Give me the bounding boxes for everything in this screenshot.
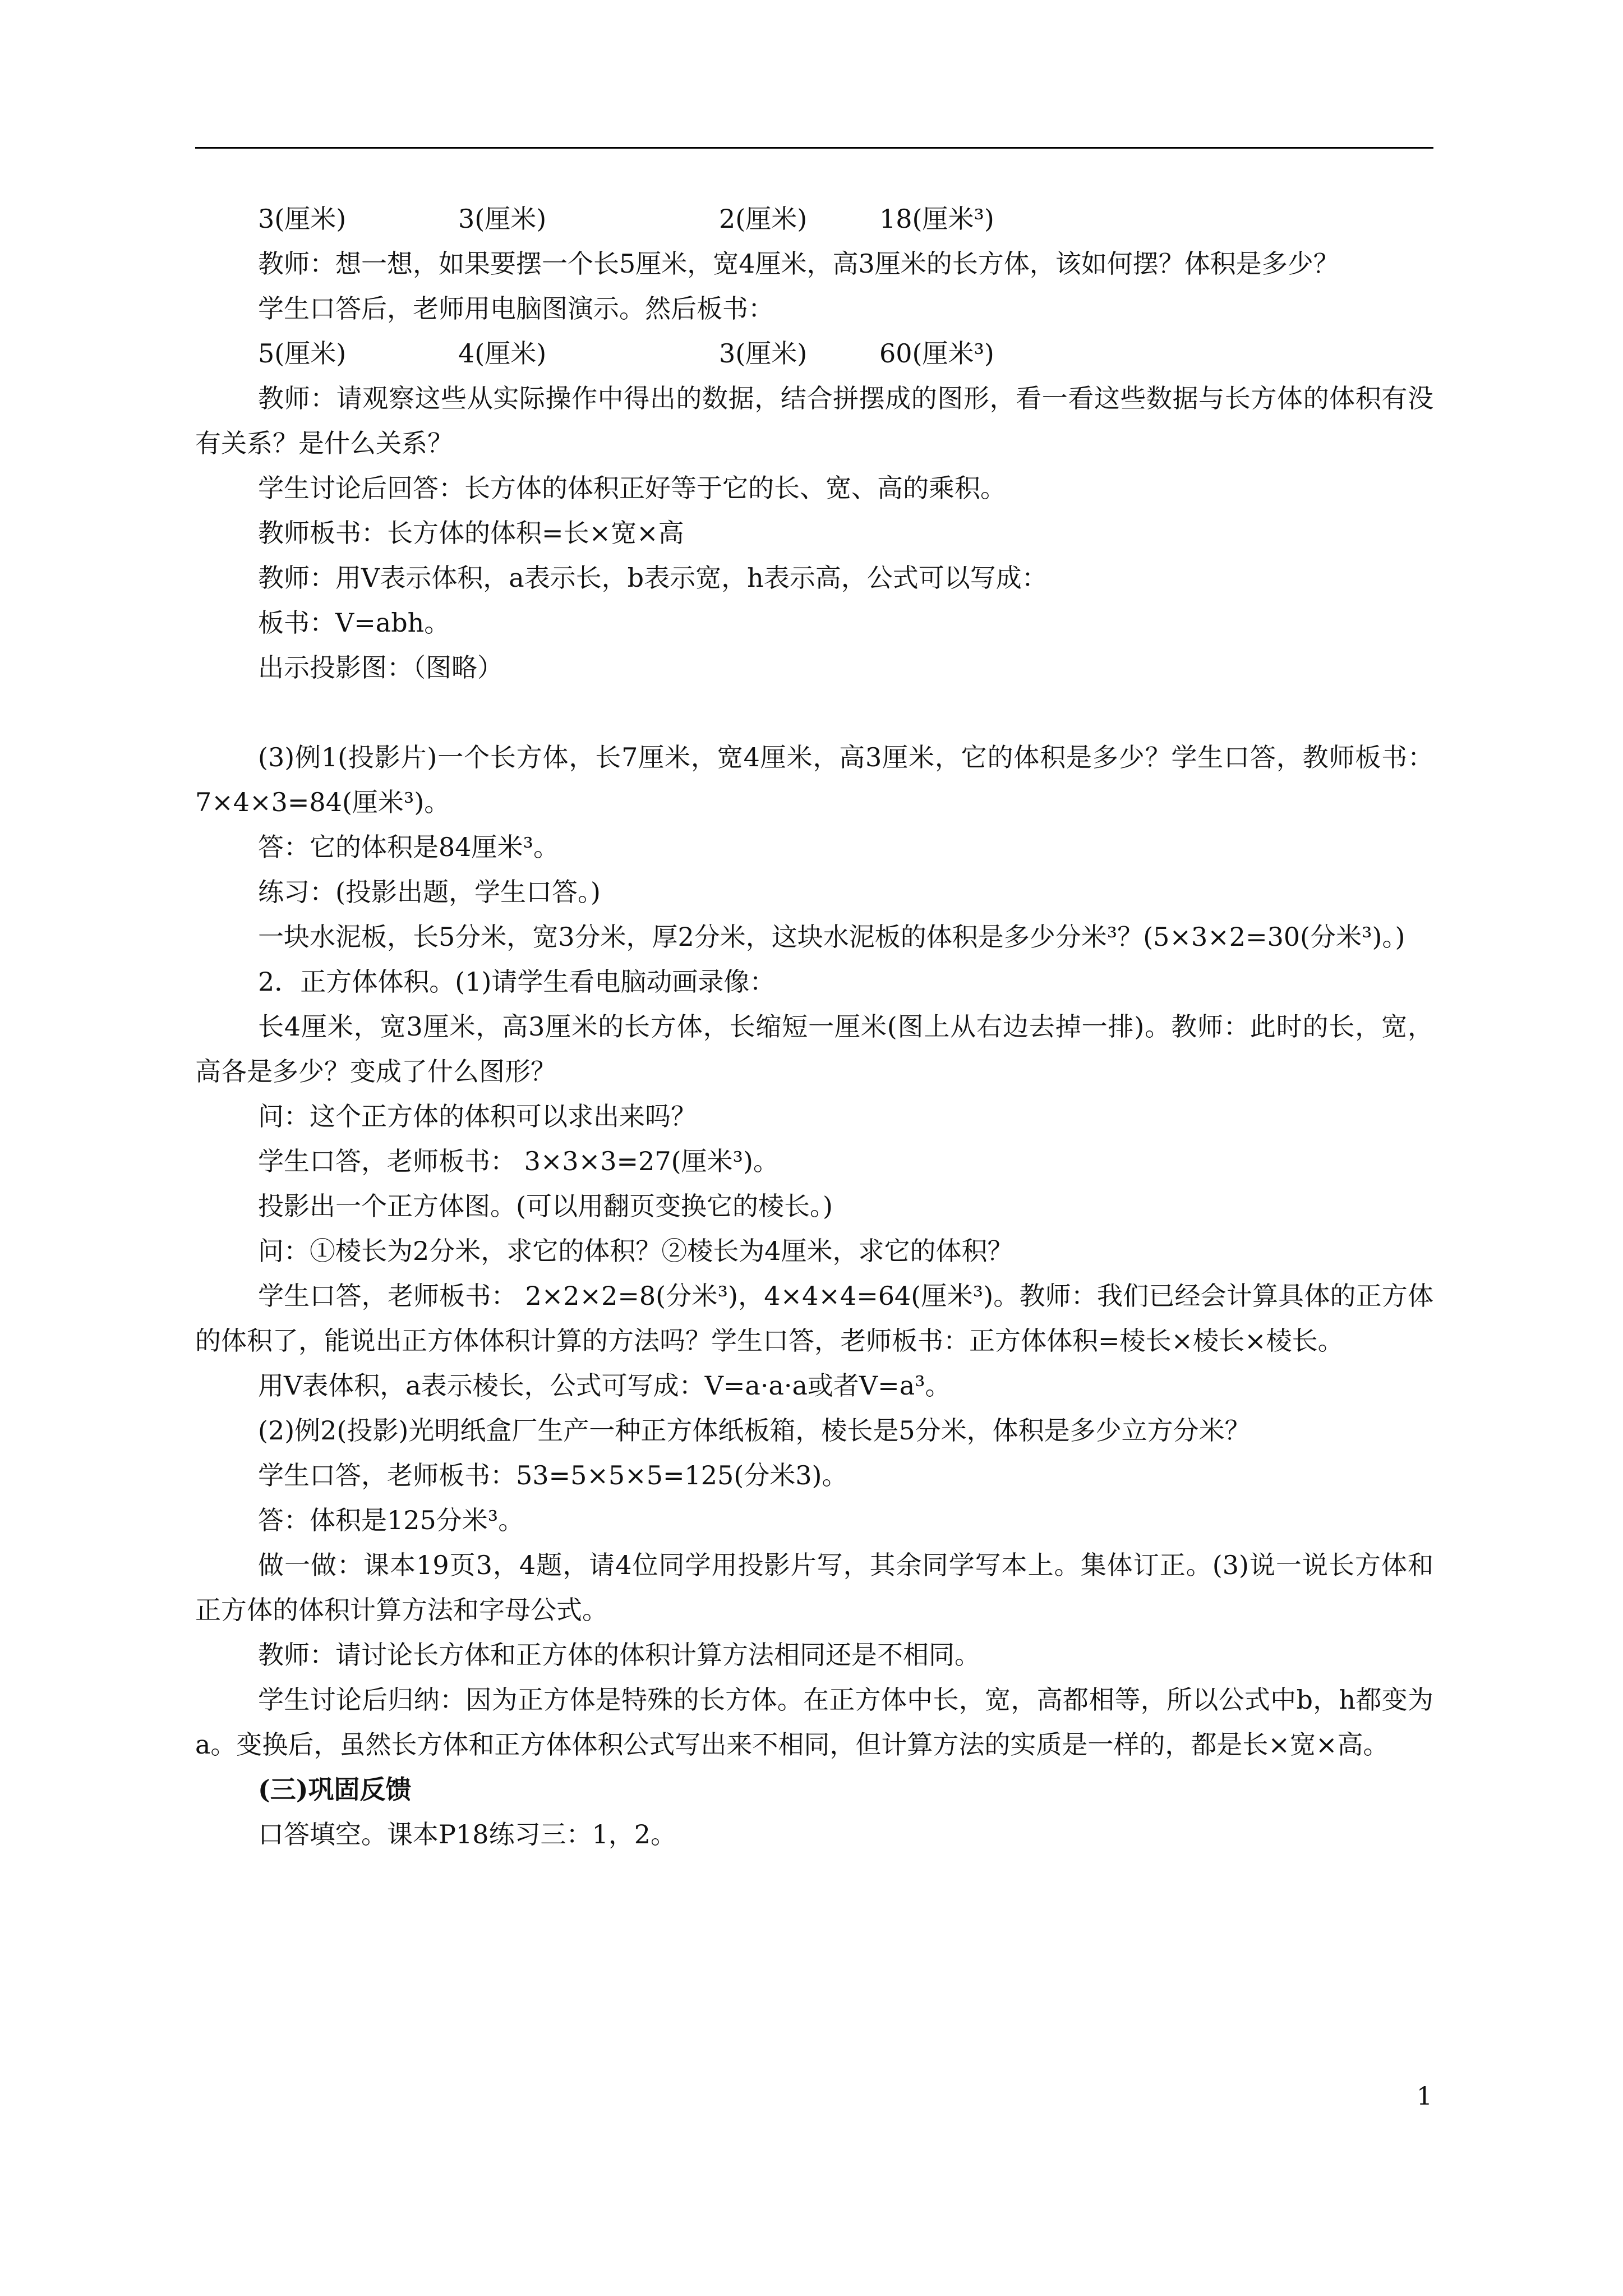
paragraph: 出示投影图：（图略） <box>258 652 503 683</box>
paragraph: 答：它的体积是84厘米³。 <box>258 832 559 862</box>
paragraph: 教师板书：长方体的体积=长×宽×高 <box>258 518 684 548</box>
paragraph: 板书：V=abh。 <box>258 608 450 638</box>
document-body <box>195 196 1433 1857</box>
paragraph: 答：体积是125分米³。 <box>258 1505 524 1535</box>
row-2-width: 4(厘米) <box>458 338 547 369</box>
paragraph: 学生讨论后归纳：因为正方体是特殊的长方体。在正方体中长，宽，高都相等，所以公式中b，h都变为a。变换后，虽然长方体和正方体体积公式写出来不相同，但计算方法的实质是一样的，都是长×宽×高。 <box>195 1685 1433 1760</box>
paragraph: 学生口答后，老师用电脑图演示。然后板书： <box>258 293 774 324</box>
paragraph: (2)例2(投影)光明纸盒厂生产一种正方体纸板箱，棱长是5分米，体积是多少立方分米？ <box>258 1415 1251 1446</box>
row-2-height: 3(厘米) <box>719 338 808 369</box>
paragraph: 练习：(投影出题，学生口答。) <box>258 877 601 907</box>
data-row-2 <box>195 331 1433 376</box>
paragraph: 学生口答，老师板书： 2×2×2=8(分米³)，4×4×4=64(厘米³)。教师：我们已经会计算具体的正方体的体积了，能说出正方体体积计算的方法吗？学生口答，老师板书：正方体体积=棱长×棱长×棱长。 <box>195 1281 1433 1356</box>
paragraph: 长4厘米，宽3厘米，高3厘米的长方体，长缩短一厘米(图上从右边去掉一排)。教师：此时的长，宽，高各是多少？变成了什么图形？ <box>195 1011 1433 1087</box>
row-1-length: 3(厘米) <box>258 204 347 234</box>
paragraph: 教师：请观察这些从实际操作中得出的数据，结合拼摆成的图形，看一看这些数据与长方体的体积有没有关系？是什么关系？ <box>195 383 1433 458</box>
row-1-volume: 18(厘米³) <box>879 204 994 234</box>
header-rule <box>195 147 1433 149</box>
paragraph: 学生讨论后回答：长方体的体积正好等于它的长、宽、高的乘积。 <box>258 473 1006 503</box>
paragraph: 2．正方体体积。(1)请学生看电脑动画录像： <box>258 967 776 997</box>
paragraph: 教师：用V表示体积，a表示长，b表示宽，h表示高，公式可以写成： <box>258 563 1048 593</box>
row-1-height: 2(厘米) <box>719 204 808 234</box>
paragraph: 一块水泥板，长5分米，宽3分米，厚2分米，这块水泥板的体积是多少分米³？(5×3×2=30(分米³)。) <box>258 922 1405 952</box>
blank-line <box>195 690 1433 735</box>
paragraph: 问：这个正方体的体积可以求出来吗？ <box>258 1101 697 1131</box>
data-row-1 <box>195 196 1433 241</box>
paragraph: 做一做：课本19页3，4题，请4位同学用投影片写，其余同学写本上。集体订正。(3)说一说长方体和正方体的体积计算方法和字母公式。 <box>195 1550 1433 1625</box>
paragraph: 问：①棱长为2分米，求它的体积？②棱长为4厘米，求它的体积？ <box>258 1236 1013 1266</box>
page-number: 1 <box>1417 2082 1432 2111</box>
paragraph: 学生口答，老师板书： 3×3×3=27(厘米³)。 <box>258 1146 779 1176</box>
paragraph: 口答填空。课本P18练习三：1，2。 <box>258 1819 677 1849</box>
paragraph: 学生口答，老师板书：53=5×5×5=125(分米3)。 <box>258 1460 848 1490</box>
section-heading: (三)巩固反馈 <box>258 1774 412 1805</box>
paragraph: 教师：请讨论长方体和正方体的体积计算方法相同还是不相同。 <box>258 1640 980 1670</box>
row-2-length: 5(厘米) <box>258 338 347 369</box>
paragraph: 教师：想一想，如果要摆一个长5厘米，宽4厘米，高3厘米的长方体，该如何摆？体积是多少？ <box>258 249 1339 279</box>
paragraph: 用V表体积，a表示棱长，公式可写成：V=a·a·a或者V=a³。 <box>258 1370 951 1401</box>
paragraph: 投影出一个正方体图。(可以用翻页变换它的棱长。) <box>258 1191 833 1221</box>
row-1-width: 3(厘米) <box>458 204 547 234</box>
paragraph: (3)例1(投影片)一个长方体，长7厘米，宽4厘米，高3厘米，它的体积是多少？学生口答，教师板书：7×4×3=84(厘米³)。 <box>195 742 1433 817</box>
row-2-volume: 60(厘米³) <box>879 338 994 369</box>
